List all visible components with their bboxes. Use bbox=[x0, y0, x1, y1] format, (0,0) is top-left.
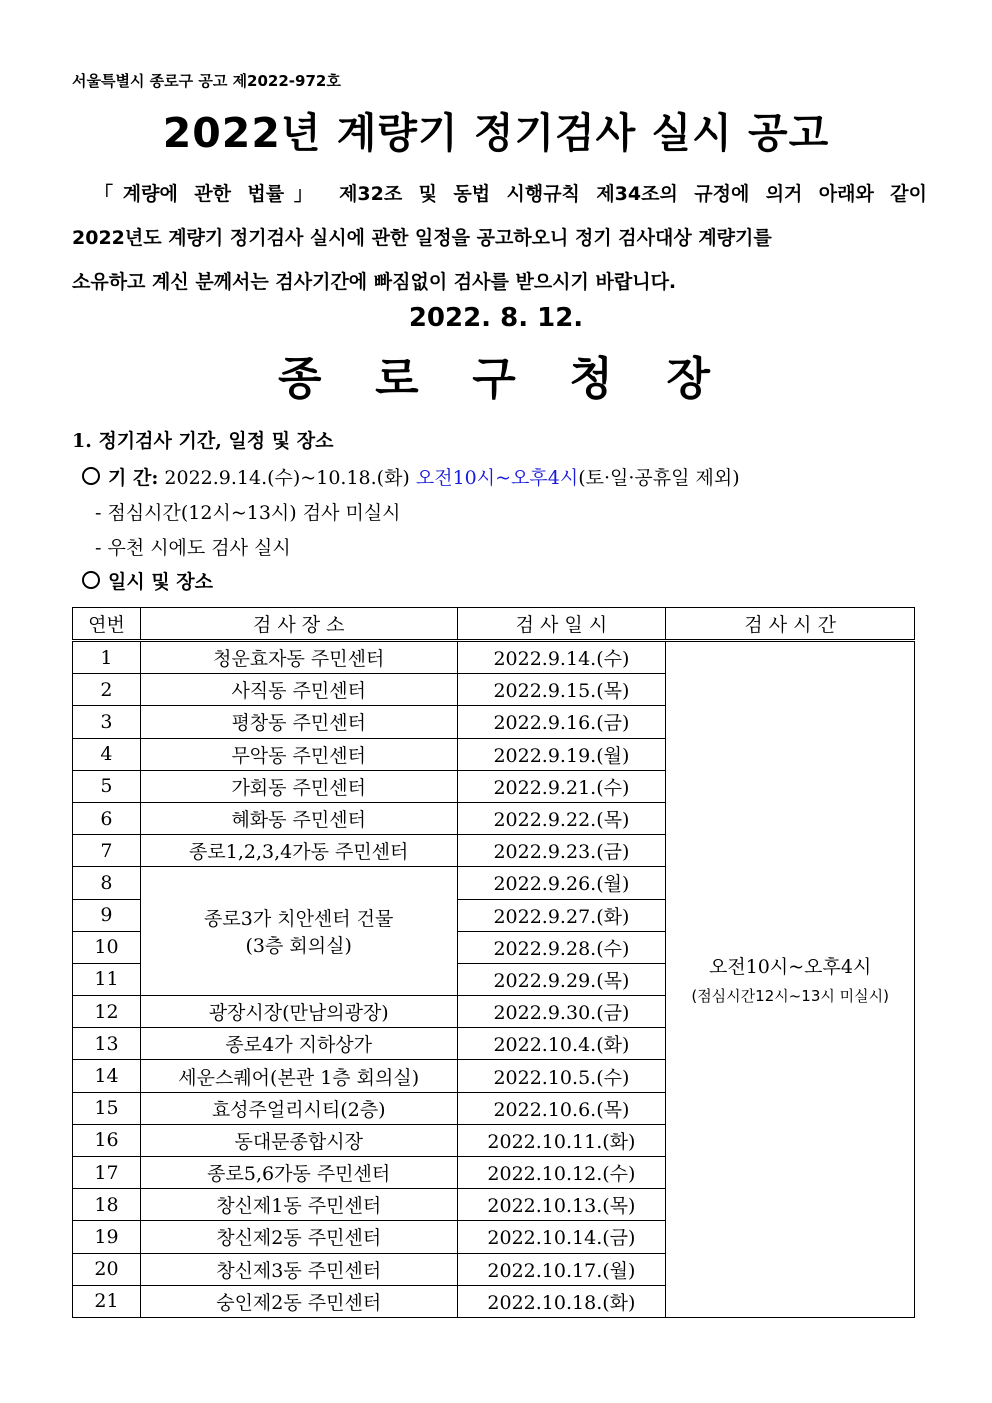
notice-number: 서울특별시 종로구 공고 제2022-972호 bbox=[72, 72, 341, 90]
row-place: 사직동 주민센터 bbox=[140, 674, 457, 706]
row-number: 3 bbox=[73, 706, 141, 738]
row-number: 16 bbox=[73, 1124, 141, 1156]
table-row bbox=[73, 641, 915, 674]
row-place: 청운효자동 주민센터 bbox=[140, 641, 457, 674]
row-date: 2022.10.17.(월) bbox=[457, 1253, 666, 1285]
notice-date: 2022. 8. 12. bbox=[408, 303, 584, 333]
row-date: 2022.9.27.(화) bbox=[457, 899, 666, 931]
row-number: 11 bbox=[73, 963, 141, 995]
row-date: 2022.9.29.(목) bbox=[457, 963, 666, 995]
row-number: 12 bbox=[73, 996, 141, 1028]
row-number: 19 bbox=[73, 1221, 141, 1253]
row-number: 5 bbox=[73, 770, 141, 802]
row-date: 2022.10.5.(수) bbox=[457, 1060, 666, 1092]
intro-line-2: 2022년도 계량기 정기검사 실시에 관한 일정을 공고하오니 정기 검사대상 계량기를 bbox=[72, 227, 772, 249]
row-number: 6 bbox=[73, 802, 141, 834]
circle-bullet-icon bbox=[82, 467, 100, 485]
row-number: 21 bbox=[73, 1285, 141, 1317]
row-number: 9 bbox=[73, 899, 141, 931]
row-date: 2022.10.18.(화) bbox=[457, 1285, 666, 1317]
intro-line-1: 「계량에 관한 법률」 제32조 및 동법 시행규칙 제34조의 규정에 의거 아래와 같이 bbox=[94, 183, 927, 205]
table-header-row bbox=[73, 608, 915, 641]
merged-place-line-1: 종로3가 치안센터 건물 bbox=[204, 908, 394, 931]
header-number: 연번 bbox=[73, 608, 141, 641]
section-1-heading: 1. 정기검사 기간, 일정 및 장소 bbox=[72, 430, 334, 452]
row-place: 창신제1동 주민센터 bbox=[140, 1189, 457, 1221]
intro-line-3: 소유하고 계신 분께서는 검사기간에 빠짐없이 검사를 받으시기 바랍니다. bbox=[72, 271, 677, 293]
row-place: 종로1,2,3,4가동 주민센터 bbox=[140, 835, 457, 867]
row-number: 14 bbox=[73, 1060, 141, 1092]
row-place: 가회동 주민센터 bbox=[140, 770, 457, 802]
row-place: 종로5,6가동 주민센터 bbox=[140, 1157, 457, 1189]
row-place: 종로4가 지하상가 bbox=[140, 1028, 457, 1060]
period-label: 기 간: bbox=[108, 467, 159, 489]
row-date: 2022.9.16.(금) bbox=[457, 706, 666, 738]
row-number: 7 bbox=[73, 835, 141, 867]
time-sub: (점심시간12시~13시 미실시) bbox=[691, 987, 889, 1006]
header-place: 검 사 장 소 bbox=[140, 608, 457, 641]
row-place-merged bbox=[140, 867, 457, 996]
row-place: 창신제3동 주민센터 bbox=[140, 1253, 457, 1285]
schedule-line bbox=[82, 567, 213, 594]
row-place: 동대문종합시장 bbox=[140, 1124, 457, 1156]
period-dates: 2022.9.14.(수)~10.18.(화) bbox=[164, 467, 410, 489]
circle-bullet-icon bbox=[82, 571, 100, 589]
row-date: 2022.10.14.(금) bbox=[457, 1221, 666, 1253]
row-place: 혜화동 주민센터 bbox=[140, 802, 457, 834]
row-place: 창신제2동 주민센터 bbox=[140, 1221, 457, 1253]
row-date: 2022.10.12.(수) bbox=[457, 1157, 666, 1189]
schedule-heading: 일시 및 장소 bbox=[108, 571, 213, 593]
row-place: 효성주얼리시티(2층) bbox=[140, 1092, 457, 1124]
row-place: 무악동 주민센터 bbox=[140, 738, 457, 770]
row-number: 18 bbox=[73, 1189, 141, 1221]
row-number: 15 bbox=[73, 1092, 141, 1124]
row-date: 2022.10.6.(목) bbox=[457, 1092, 666, 1124]
row-place: 숭인제2동 주민센터 bbox=[140, 1285, 457, 1317]
row-date: 2022.9.30.(금) bbox=[457, 996, 666, 1028]
row-date: 2022.9.22.(목) bbox=[457, 802, 666, 834]
row-number: 13 bbox=[73, 1028, 141, 1060]
row-place: 평창동 주민센터 bbox=[140, 706, 457, 738]
note-lunch: - 점심시간(12시~13시) 검사 미실시 bbox=[95, 502, 401, 524]
row-number: 20 bbox=[73, 1253, 141, 1285]
row-number: 4 bbox=[73, 738, 141, 770]
period-hours: 오전10시~오후4시 bbox=[415, 467, 579, 489]
merged-place-line-2: (3층 회의실) bbox=[245, 935, 352, 958]
row-number: 8 bbox=[73, 867, 141, 899]
period-except: (토·일·공휴일 제외) bbox=[578, 467, 740, 489]
row-date: 2022.10.4.(화) bbox=[457, 1028, 666, 1060]
time-main: 오전10시~오후4시 bbox=[709, 956, 872, 979]
issuer: 종 로 구 청 장 bbox=[277, 352, 715, 405]
row-date: 2022.9.14.(수) bbox=[457, 641, 666, 674]
header-time: 검 사 시 간 bbox=[666, 608, 915, 641]
row-number: 2 bbox=[73, 674, 141, 706]
inspection-time-cell bbox=[666, 641, 915, 1318]
schedule-table bbox=[72, 607, 915, 1318]
row-number: 10 bbox=[73, 931, 141, 963]
period-line bbox=[82, 463, 740, 490]
row-number: 1 bbox=[73, 641, 141, 674]
row-date: 2022.9.19.(월) bbox=[457, 738, 666, 770]
row-date: 2022.9.23.(금) bbox=[457, 835, 666, 867]
row-place: 광장시장(만남의광장) bbox=[140, 996, 457, 1028]
row-date: 2022.10.13.(목) bbox=[457, 1189, 666, 1221]
intro-paragraph bbox=[72, 172, 927, 304]
row-place: 세운스퀘어(본관 1층 회의실) bbox=[140, 1060, 457, 1092]
row-date: 2022.10.11.(화) bbox=[457, 1124, 666, 1156]
row-date: 2022.9.21.(수) bbox=[457, 770, 666, 802]
row-number: 17 bbox=[73, 1157, 141, 1189]
row-date: 2022.9.28.(수) bbox=[457, 931, 666, 963]
header-date: 검 사 일 시 bbox=[457, 608, 666, 641]
row-date: 2022.9.15.(목) bbox=[457, 674, 666, 706]
note-rain: - 우천 시에도 검사 실시 bbox=[95, 537, 291, 559]
document-title: 2022년 계량기 정기검사 실시 공고 bbox=[162, 109, 830, 157]
row-date: 2022.9.26.(월) bbox=[457, 867, 666, 899]
